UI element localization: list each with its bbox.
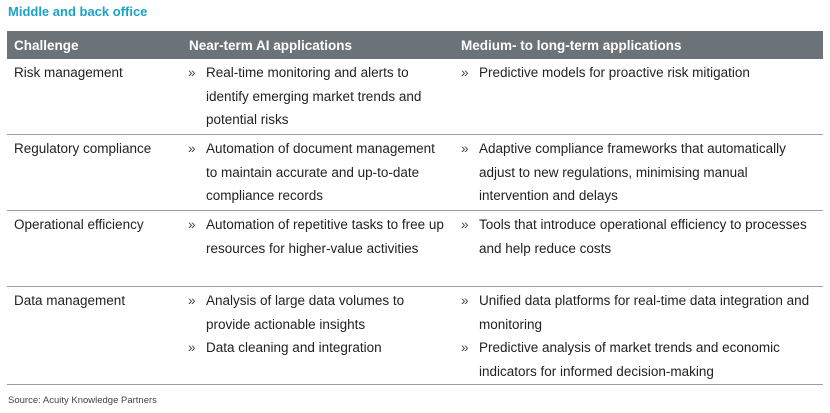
list-item — [455, 137, 823, 208]
bullet-list — [182, 213, 455, 260]
table-header — [7, 31, 823, 59]
bullet-list — [455, 137, 823, 208]
bullet-text: Tools that introduce operational efficiency to processes and help reduce costs — [479, 217, 807, 256]
bullet-text: Automation of repetitive tasks to free up resources for higher-value activities — [206, 217, 444, 256]
header-challenge: Challenge — [14, 37, 79, 53]
bullet-icon: » — [461, 293, 469, 308]
applications-table — [7, 31, 823, 385]
long-term-cell — [455, 59, 823, 134]
near-term-cell — [182, 211, 455, 286]
bullet-text: Unified data platforms for real-time data integration and monitoring — [479, 293, 810, 332]
near-term-cell — [182, 135, 455, 210]
list-item — [182, 137, 455, 208]
challenge-cell: Regulatory compliance — [14, 141, 152, 156]
long-term-cell — [455, 135, 823, 210]
near-term-cell — [182, 59, 455, 134]
bullet-icon: » — [461, 217, 469, 232]
bullet-text: Adaptive compliance frameworks that automatically adjust to new regulations, minimising manual intervention and delays — [479, 141, 786, 203]
list-item — [455, 61, 823, 85]
list-item — [455, 289, 823, 336]
list-item — [455, 213, 823, 260]
source-note: Source: Acuity Knowledge Partners — [8, 395, 157, 406]
list-item — [455, 336, 823, 383]
table-row — [7, 135, 823, 211]
bullet-text: Predictive analysis of market trends and economic indicators for informed decision-making — [479, 340, 780, 379]
header-near-term: Near-term AI applications — [189, 37, 353, 53]
table-row — [7, 211, 823, 287]
bullet-list — [455, 213, 823, 260]
bullet-list — [455, 289, 823, 383]
bullet-list — [182, 289, 455, 360]
header-long-term: Medium- to long-term applications — [461, 37, 682, 53]
challenge-cell: Data management — [14, 293, 126, 308]
bullet-icon: » — [188, 141, 196, 156]
table-row — [7, 59, 823, 135]
bullet-text: Automation of document management to maintain accurate and up-to-date compliance records — [206, 141, 435, 203]
bullet-icon: » — [461, 141, 469, 156]
near-term-cell — [182, 287, 455, 384]
bullet-icon: » — [188, 65, 196, 80]
challenge-cell: Operational efficiency — [14, 217, 144, 232]
list-item — [182, 289, 455, 336]
bullet-icon: » — [461, 65, 469, 80]
bullet-icon: » — [188, 340, 196, 355]
challenge-cell: Risk management — [14, 65, 123, 80]
bullet-list — [182, 61, 455, 132]
bullet-icon: » — [188, 293, 196, 308]
table-row — [7, 287, 823, 385]
bullet-list — [455, 61, 823, 85]
bullet-list — [182, 137, 455, 208]
bullet-text: Real-time monitoring and alerts to identify emerging market trends and potential risks — [206, 65, 422, 127]
section-title: Middle and back office — [8, 4, 148, 19]
bullet-text: Predictive models for proactive risk mitigation — [479, 65, 750, 80]
long-term-cell — [455, 211, 823, 286]
list-item — [182, 213, 455, 260]
long-term-cell — [455, 287, 823, 384]
list-item — [182, 336, 455, 360]
bullet-icon: » — [188, 217, 196, 232]
list-item — [182, 61, 455, 132]
bullet-text: Data cleaning and integration — [206, 340, 382, 355]
bullet-icon: » — [461, 340, 469, 355]
bullet-text: Analysis of large data volumes to provide actionable insights — [206, 293, 405, 332]
